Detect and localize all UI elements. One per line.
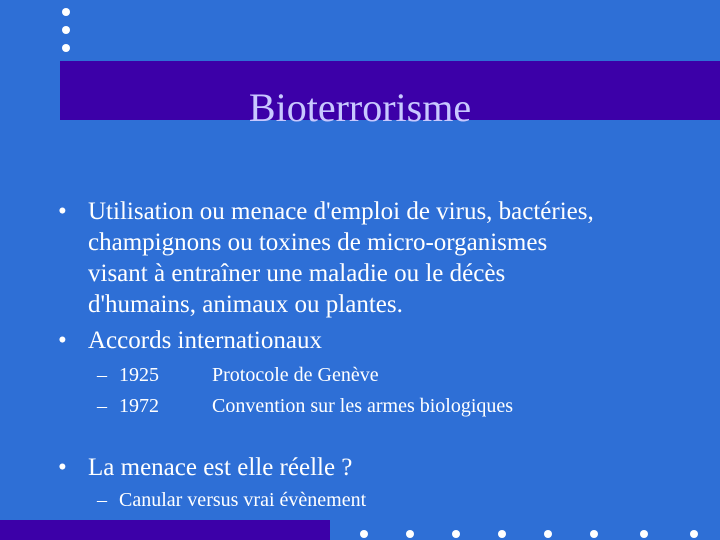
bullet-text: Utilisation ou menace d'emploi de virus, bactéries, champignons ou toxines de micro-organismes visant à entraîner une maladie ou le décès d'humains, animaux ou plantes.: [88, 198, 594, 318]
dash-symbol: –: [97, 489, 107, 511]
decor-dot: [544, 530, 552, 538]
bullet-symbol: •: [58, 198, 67, 225]
bullet-symbol: •: [58, 454, 67, 481]
dash-symbol: –: [97, 395, 107, 417]
bullet-text: Accords internationaux: [88, 327, 322, 354]
sub-item-year: 1972: [119, 395, 159, 417]
bottom-band: [0, 520, 330, 540]
decor-dot: [452, 530, 460, 538]
sub-item-desc: Canular versus vrai évènement: [119, 489, 367, 511]
decor-dot: [590, 530, 598, 538]
bullet-text: La menace est elle réelle ?: [88, 454, 353, 481]
slide-title: Bioterrorisme: [248, 85, 472, 130]
sub-item-desc: Protocole de Genève: [212, 364, 379, 386]
decor-dot: [406, 530, 414, 538]
dash-symbol: –: [97, 364, 107, 386]
slide-title-container: [0, 82, 720, 134]
sub-item-year: 1925: [119, 364, 159, 386]
sub-item-desc: Convention sur les armes biologiques: [212, 395, 514, 417]
decor-dot: [62, 44, 70, 52]
bullet-symbol: •: [58, 327, 67, 354]
decor-dot: [62, 8, 70, 16]
decor-dot: [62, 26, 70, 34]
decor-dot: [640, 530, 648, 538]
decor-dot: [690, 530, 698, 538]
decor-dot: [498, 530, 506, 538]
decor-dot: [360, 530, 368, 538]
